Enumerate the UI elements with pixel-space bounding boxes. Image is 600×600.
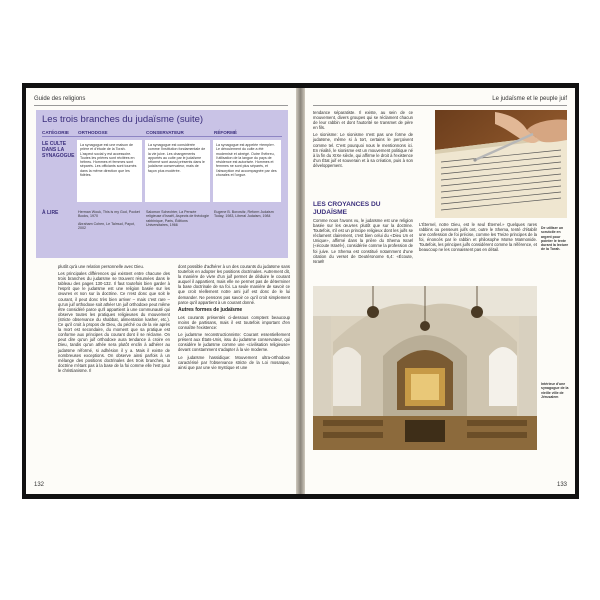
right-column-1-section xyxy=(313,218,413,266)
cell-reformed-worship: La synagogue est appelée «temple». Le déroulement du culte a été modernisé et abrégé. Outre l'hébreu, l'utilisation de la langue du pays de résidence est autorisée. Hommes et femmes ne sont plus séparés, et l'absorption est accompagnée par des chorales et l'orgue. xyxy=(213,140,281,202)
branches-table xyxy=(36,110,288,258)
paragraph: Le judaïsme hassidique: Mouvement ultra-orthodoxe caractérisé par l'observance stricte de la Loi mosaïque, ainsi que par une vie mystique et une xyxy=(178,354,290,370)
section-heading: LES CROYANCES DU JUDAÏSME xyxy=(313,201,381,216)
paragraph: plutôt qu'à une relation personnelle avec Dieu. xyxy=(58,264,145,269)
paragraph: Le sionisme: Le sionisme n'est pas une forme de judaïsme, même si à tort, certains le perçoivent comme tel. C'est pourquoi nous le mentionnons ici. En réalité, le sionisme est un mouvement politique né à la fin du XIXe siècle, qui affirme le droit à l'existence d'un État juif et souverain et à sa création, puis à son développement. xyxy=(313,132,413,168)
paragraph: Le judaïsme reconstructionniste: Courant essentiellement présent aux États-Unis, issu du judaïsme conservateur, qui considère le judaïsme comme une «civilisation religieuse» devant constamment s'adapter à la vie moderne. xyxy=(178,332,290,353)
running-head-rule xyxy=(34,105,288,106)
table-header-orthodox: ORTHODOXE xyxy=(78,130,108,135)
paragraph: Les principales différences qui existent entre chacune des trois branches du judaïsme se trouvent résumées dans le tableau des pages 130-132. Il faut toutefois bien garder à l'esprit que le judaïsme est une religion basée sur les œuvres et non sur la doctrine. Ce n'est donc que soit le courant, il peut donc très bien arriver – mais c'est rare – qu'un juif orthodoxe soit athée! Un juif orthodoxe peut même être considéré parce qu'il appartient à une communauté qui observe toutes les pratiques religieuses du mouvement (stricte observance du shabbat, alimentation kasher, etc.). Ce qu'il croit à propos de Dieu, du péché ou de la vie après la mort est secondaire, du moment que sa pratique est conforme aux principes du courant dont il se réclame. On peut dire qu'un juif orthodoxe aura tendance à croire en Dieu, tandis qu'un athée sera plutôt enclin à adhérer au judaïsme réformé, si adhésion il y a. Mais il existe de nombreuses exceptions. On observe ainsi parfois à un mélange des positions doctrinales des trois branches, la doctrine n'étant pas à la base de la foi comme elle l'est pour le christianisme. Il xyxy=(58,271,170,373)
paragraph: tendance séparatiste. Il existe, au sein de ce mouvement, divers groupes qui se réclament chacun de leur rabbin et dont l'autorité se transmet de père en fils. xyxy=(313,110,413,131)
reading-ref: Eugene B. Borowitz, Reform Judaism Today, 1983, Liberal Judaism, 1984 xyxy=(214,210,274,219)
table-header-rule xyxy=(42,136,282,137)
cell-conservative-reading xyxy=(146,210,210,230)
cell-orthodox-worship: La synagogue est une maison de prière et d'étude de la Torah. L'aspect social y est accessoire. Toutes les prières sont récitées en hébreu. Hommes et femmes sont séparés. Les officiants sont tournés dans la même direction que les fidèles. xyxy=(77,140,142,202)
right-column-2-section xyxy=(419,222,537,255)
table-title: Les trois branches du judaïsme (suite) xyxy=(42,114,204,125)
photo-caption: Intérieur d'une synagogue de la vieille ville de Jérusalem xyxy=(541,382,569,399)
left-column-1 xyxy=(58,264,170,375)
running-head-right: Le judaïsme et le peuple juif xyxy=(492,96,567,102)
table-header-reformed: RÉFORMÉ xyxy=(214,130,237,135)
paragraph: L'Éternel, notre Dieu, est le seul Éternel.» Quelques rares rabbins ou penseurs juifs ont, outre le Shema, tenté d'établir une confession de foi précise, comme les Treize principes de la foi, énoncés par le rabbin et philosophe Moïse Maïmonide. Toutefois, les principes juifs considèrent comme la référence, et beaucoup ne les connaissent pas en détail. xyxy=(419,222,537,253)
photo-caption: De utiliser un scrutoile en argent pour pointer le texte durant la lecture de la Torah. xyxy=(541,226,569,252)
reading-ref: Abraham Cohen, Le Talmud, Payot, 2002 xyxy=(78,221,135,230)
open-book xyxy=(22,83,579,499)
torah-reading-photo xyxy=(435,110,567,218)
left-column-2 xyxy=(178,264,290,372)
torah-reading-illustration xyxy=(435,110,567,218)
page-number-left: 132 xyxy=(34,482,45,488)
synagogue-illustration xyxy=(313,286,537,450)
left-page xyxy=(26,88,296,494)
paragraph: Comme nous l'avons vu, le judaïsme est une religion basée sur les œuvres plutôt que sur la doctrine. Toutefois, s'il est un principe religieux dont les juifs se réclament clairement, c'est bien celui du «Dieu Un et Unique», affirmé dans la prière du Shema Israël («écoute Israël»), considérée comme la profession de foi juive. Le Shema est constitué notamment d'une citation du verset de Deutéronome 6,4: «Écoute, Israël! xyxy=(313,218,413,264)
book-gutter xyxy=(296,88,305,494)
cell-orthodox-reading xyxy=(78,210,142,233)
reading-ref: Salomon Schechter, La Pensée religieuse d'Israël, Aspects de théologie rabbinique, Paris, Éditions Universitaires, 1966 xyxy=(146,210,210,227)
paragraph: dont possible d'adhérer à un des courants du judaïsme sans toutefois en adopter les positions doctrinales. Autrement dit, la manière de vivre d'un juif permet de déduire le courant auquel il appartient, mais elle ne permet pas de déterminer la base doctrinale de sa foi. La seule manière de savoir ce que croit réellement notre ami juif est donc de le lui demander. Ne pensons pas savoir ce qu'il croit simplement parce qu'il appartient à un courant donné. xyxy=(178,264,290,305)
row-label-worship: LE CULTE DANS LA SYNAGOGUE xyxy=(42,141,75,159)
right-column-1-top xyxy=(313,110,413,170)
section-subheading: Autres formes de judaïsme xyxy=(178,306,243,313)
running-head-rule xyxy=(313,105,567,106)
page-number-right: 133 xyxy=(556,482,567,488)
reading-ref: Herman Wouk, This is my God, Pocket Books, 1970 xyxy=(78,210,140,219)
synagogue-interior-photo xyxy=(313,286,537,450)
table-header-category: CATÉGORIE xyxy=(42,130,69,135)
cell-reformed-reading xyxy=(214,210,280,222)
table-header-conservative: CONSERVATEUR xyxy=(146,130,184,135)
cell-conservative-worship: La synagogue est considérée comme l'institution fondamentale de la vie juive. Les changements apportés au culte par le judaïsme réformé sont aussi présents dans le judaïsme conservateur, mais de façon plus modérée. xyxy=(145,140,210,202)
right-page xyxy=(305,88,575,494)
row-label-reading: À LIRE xyxy=(42,210,59,216)
paragraph: Les courants présentés ci-dessous comptent beaucoup moins de partisans, mais il est toutefois important d'en connaître l'existence: xyxy=(178,314,290,331)
running-head-left: Guide des religions xyxy=(34,96,86,102)
